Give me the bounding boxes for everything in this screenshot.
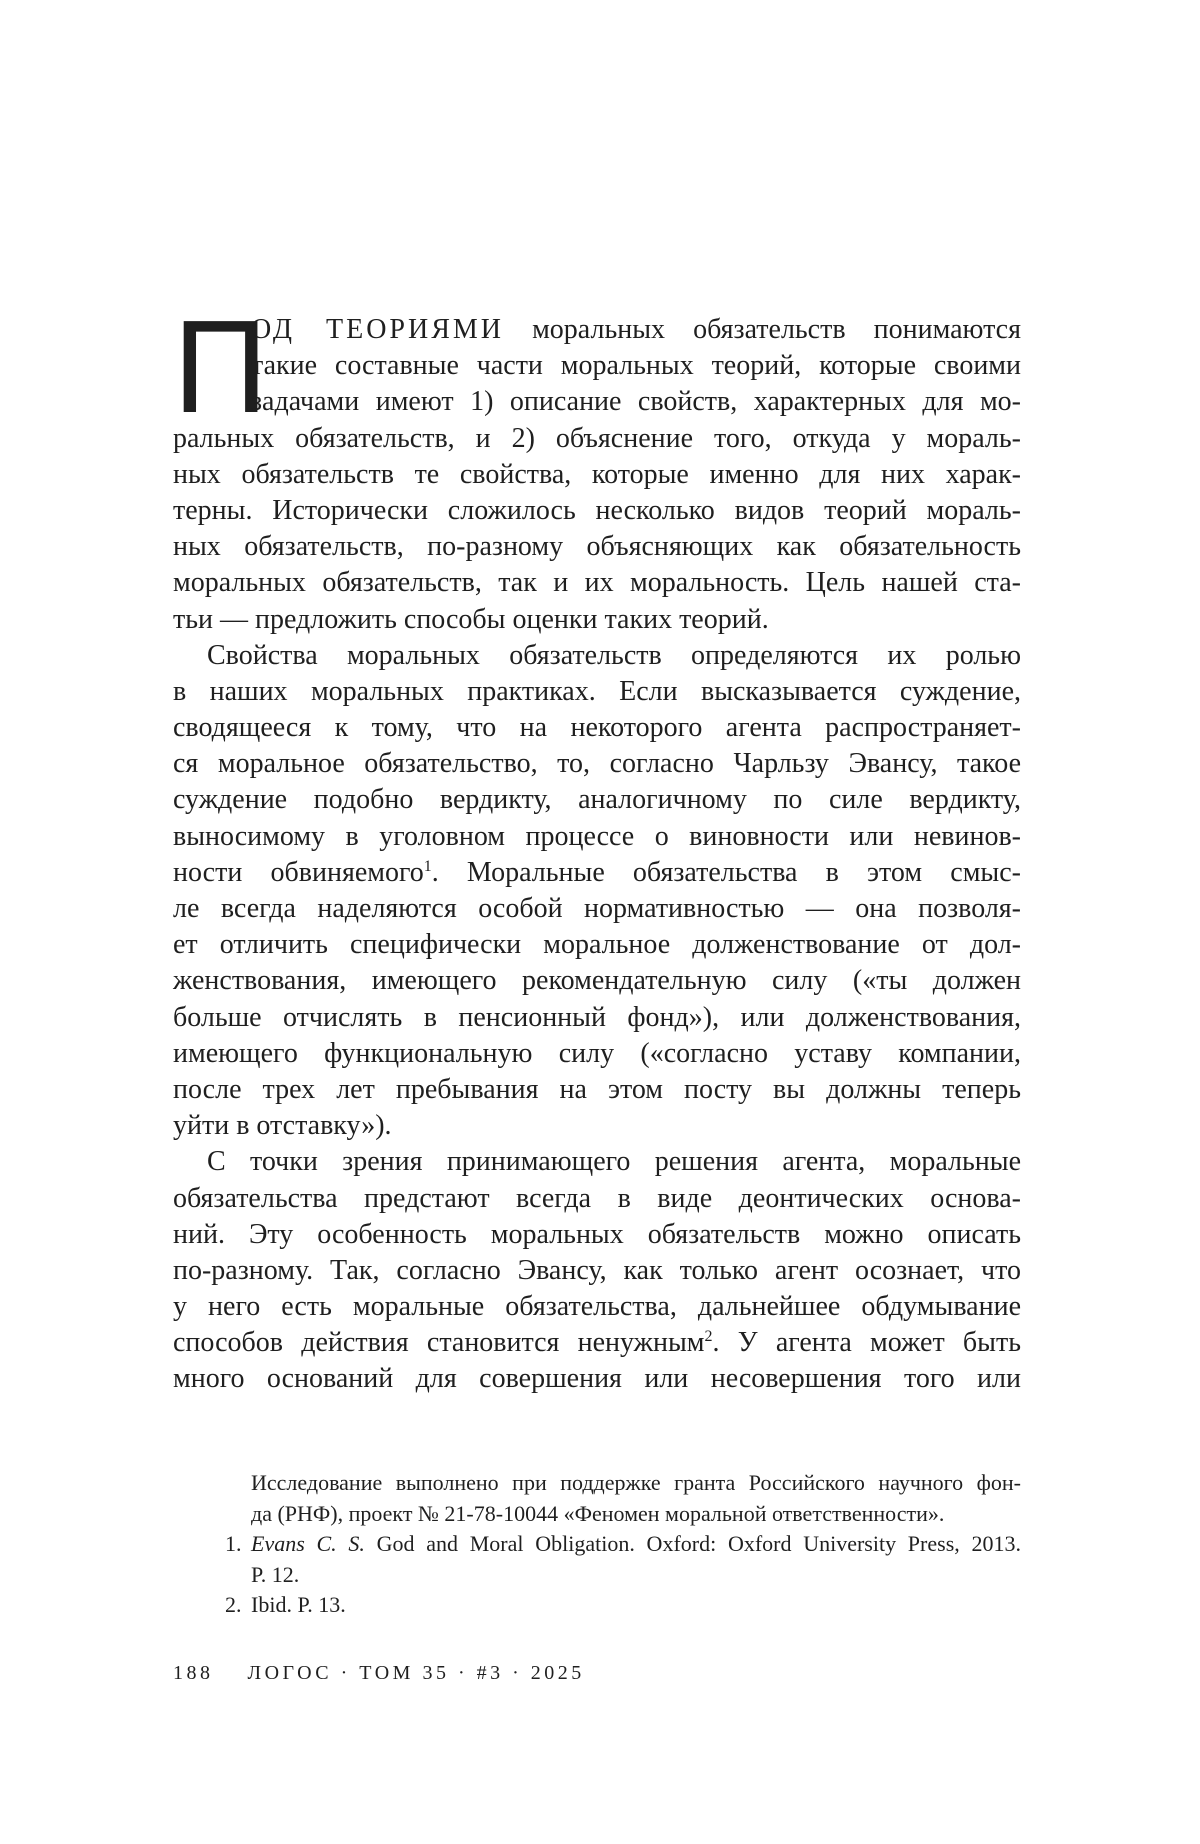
paragraph-2: [173, 638, 1021, 1145]
text-line: уйти в отставку»).: [173, 1110, 392, 1142]
text-fragment: . Моральные обязательства в этом смыс-: [431, 856, 1021, 888]
text-line: имеющего функциональную силу («согласно уставу компании,: [173, 1037, 1021, 1069]
text-line: после трех лет пребывания на этом посту вы должны теперь: [173, 1073, 1021, 1105]
text-line: Свойства моральных обязательств определяются их ролью: [207, 639, 1021, 671]
footnotes: [173, 1468, 1021, 1621]
text-line: задачами имеют 1) описание свойств, характерных для мо-: [251, 386, 1021, 418]
page-footer: [173, 1662, 585, 1685]
text-line: сводящееся к тому, что на некоторого агента распространяет-: [173, 712, 1021, 744]
small-caps-lead: ОД ТЕОРИЯМИ: [251, 314, 505, 345]
text-line: ральных обязательств, и 2) объяснение того, откуда у мораль-: [173, 422, 1021, 454]
footnote-number: 1.: [225, 1531, 242, 1556]
text-line: ных обязательств, по-разному объясняющих как обязательность: [173, 531, 1021, 563]
text-line: суждение подобно вердикту, аналогичному по силе вердикту,: [173, 784, 1021, 816]
text-line: терны. Исторически сложилось несколько видов теорий мораль-: [173, 494, 1021, 526]
footnote-1: [173, 1529, 1021, 1590]
text-line: ся моральное обязательство, то, согласно Чарльзу Эвансу, такое: [173, 748, 1021, 780]
paragraph-3: [173, 1144, 1021, 1397]
text-line: ет отличить специфически моральное долженствование от дол-: [173, 929, 1021, 961]
text-line: много оснований для совершения или несовершения того или: [173, 1363, 1021, 1395]
text-line: у него есть моральные обязательства, дальнейшее обдумывание: [173, 1291, 1021, 1323]
running-head: ЛОГОС · ТОМ 35 · #3 · 2025: [247, 1662, 585, 1684]
text-fragment: God and Moral Obligation. Oxford: Oxford University Press, 2013.: [364, 1531, 1021, 1556]
footnote-author: Evans C. S.: [251, 1531, 365, 1556]
drop-cap-letter: П: [173, 293, 268, 440]
text-line: [173, 1325, 1021, 1361]
text-line: такие составные части моральных теорий, которые своими: [251, 350, 1021, 382]
text-line: выносимому в уголовном процессе о виновности или невинов-: [173, 820, 1021, 852]
footnote-ref-2[interactable]: 2: [704, 1328, 713, 1346]
footnote-ref-1[interactable]: 1: [423, 857, 432, 875]
note-line: Исследование выполнено при поддержке гранта Российского научного фон-: [251, 1470, 1021, 1495]
paragraph-1-rest: [173, 421, 1021, 638]
text-line: тьи — предложить способы оценки таких теорий.: [173, 603, 769, 635]
text-line: С точки зрения принимающего решения агента, моральные: [207, 1146, 1021, 1178]
footnote-2: [173, 1590, 1021, 1621]
text-fragment: моральных обязательств понимаются: [504, 314, 1021, 345]
note-line: да (РНФ), проект № 21-78-10044 «Феномен моральной ответственности».: [251, 1500, 945, 1526]
note-line: [251, 1529, 1021, 1560]
text-line: моральных обязательств, так и их моральность. Цель нашей ста-: [173, 567, 1021, 599]
text-fragment: ности обвиняемого: [173, 856, 424, 888]
page-number: 188: [173, 1662, 214, 1684]
note-line: Ibid. P. 13.: [251, 1592, 346, 1617]
article-body: [173, 293, 1021, 1398]
text-line: [173, 855, 1021, 891]
text-line: обязательства предстают всегда в виде деонтических основа-: [173, 1182, 1021, 1214]
text-fragment: . У агента может быть: [712, 1327, 1021, 1359]
text-line: больше отчислять в пенсионный фонд»), или долженствования,: [173, 1001, 1021, 1033]
text-line: по-разному. Так, согласно Эвансу, как только агент осознает, что: [173, 1254, 1021, 1286]
text-line: ле всегда наделяются особой нормативностью — она позволя-: [173, 893, 1021, 924]
text-line: ных обязательств те свойства, которые именно для них харак-: [173, 458, 1021, 490]
text-line: женствования, имеющего рекомендательную силу («ты должен: [173, 965, 1021, 997]
text-line: ний. Эту особенность моральных обязательств можно описать: [173, 1218, 1021, 1250]
funding-note: [173, 1468, 1021, 1529]
text-fragment: способов действия становится ненужным: [173, 1327, 705, 1359]
text-line: в наших моральных практиках. Если высказывается суждение,: [173, 675, 1021, 707]
note-line: P. 12.: [251, 1561, 300, 1587]
footnote-number: 2.: [225, 1592, 242, 1617]
text-line: [173, 312, 1021, 348]
